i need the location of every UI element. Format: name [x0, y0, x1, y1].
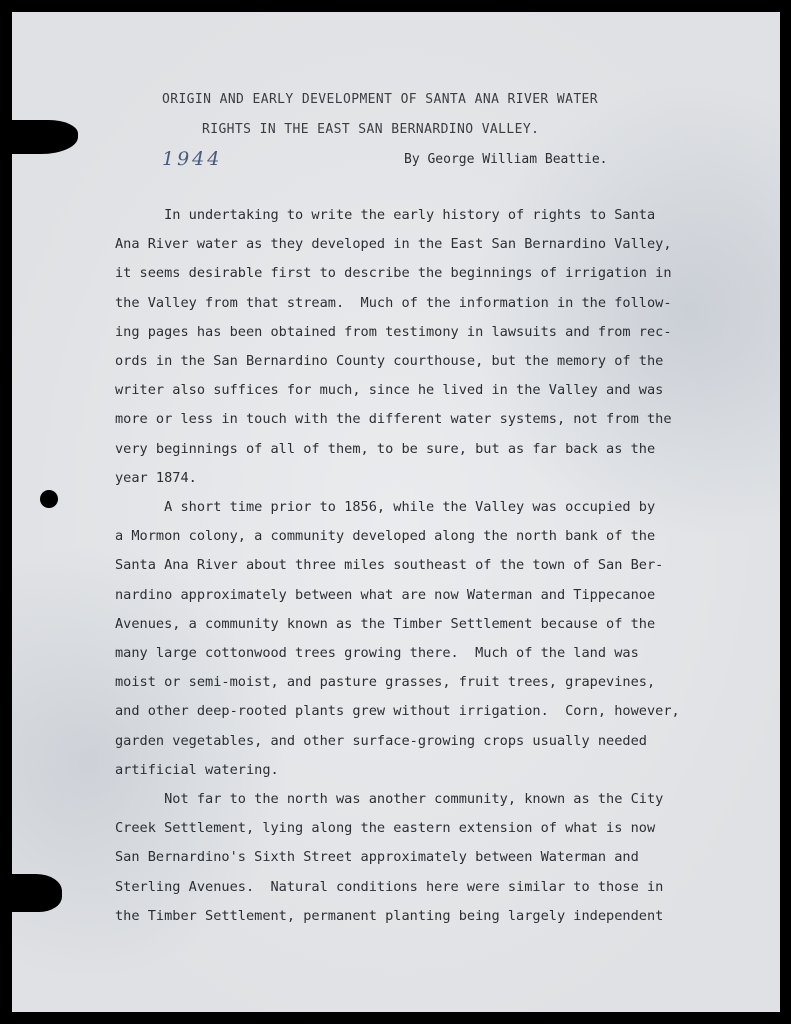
body-line: Not far to the north was another community, known as the City	[115, 791, 664, 807]
body-line: a Mormon colony, a community developed along the north bank of the	[115, 528, 656, 545]
byline: By George William Beattie.	[404, 152, 608, 167]
body-line: Creek Settlement, lying along the eastern extension of what is now	[115, 820, 656, 837]
body-line: very beginnings of all of them, to be sure, but as far back as the	[115, 440, 656, 457]
typed-document	[12, 12, 780, 1012]
body-line: it seems desirable first to describe the beginnings of irrigation in	[115, 265, 672, 282]
handwritten-year: 1944	[162, 148, 223, 170]
body-line: San Bernardino's Sixth Street approximately between Waterman and	[115, 849, 639, 866]
body-line: year 1874.	[115, 469, 197, 486]
body-line: In undertaking to write the early history of rights to Santa	[115, 207, 656, 223]
body-line: more or less in touch with the different water systems, not from the	[115, 411, 672, 428]
body-line: ing pages has been obtained from testimony in lawsuits and from rec-	[115, 323, 672, 340]
body-line: Ana River water as they developed in the East San Bernardino Valley,	[115, 236, 672, 253]
body-line: Sterling Avenues. Natural conditions here were similar to those in	[115, 878, 664, 895]
body-line: and other deep-rooted plants grew without irrigation. Corn, however,	[115, 703, 680, 720]
title-line-1: ORIGIN AND EARLY DEVELOPMENT OF SANTA ANA RIVER WATER	[162, 92, 599, 107]
body-line: artificial watering.	[115, 761, 279, 778]
body-line: the Timber Settlement, permanent planting being largely independent	[115, 907, 664, 924]
body-line: A short time prior to 1856, while the Valley was occupied by	[115, 499, 656, 515]
document-page	[12, 12, 780, 1012]
body-line: nardino approximately between what are now Waterman and Tippecanoe	[115, 586, 656, 603]
body-line: many large cottonwood trees growing there. Much of the land was	[115, 645, 639, 661]
body-line: Santa Ana River about three miles southeast of the town of San Ber-	[115, 557, 664, 574]
body-line: writer also suffices for much, since he lived in the Valley and was	[115, 382, 664, 399]
body-line: moist or semi-moist, and pasture grasses, fruit trees, grapevines,	[115, 674, 656, 691]
title-line-2: RIGHTS IN THE EAST SAN BERNARDINO VALLEY.	[202, 122, 540, 137]
body-line: garden vegetables, and other surface-growing crops usually needed	[115, 732, 647, 749]
body-line: Avenues, a community known as the Timber Settlement because of the	[115, 615, 656, 632]
body-line: the Valley from that stream. Much of the information in the follow-	[115, 294, 672, 311]
body-line: ords in the San Bernardino County courthouse, but the memory of the	[115, 353, 664, 369]
